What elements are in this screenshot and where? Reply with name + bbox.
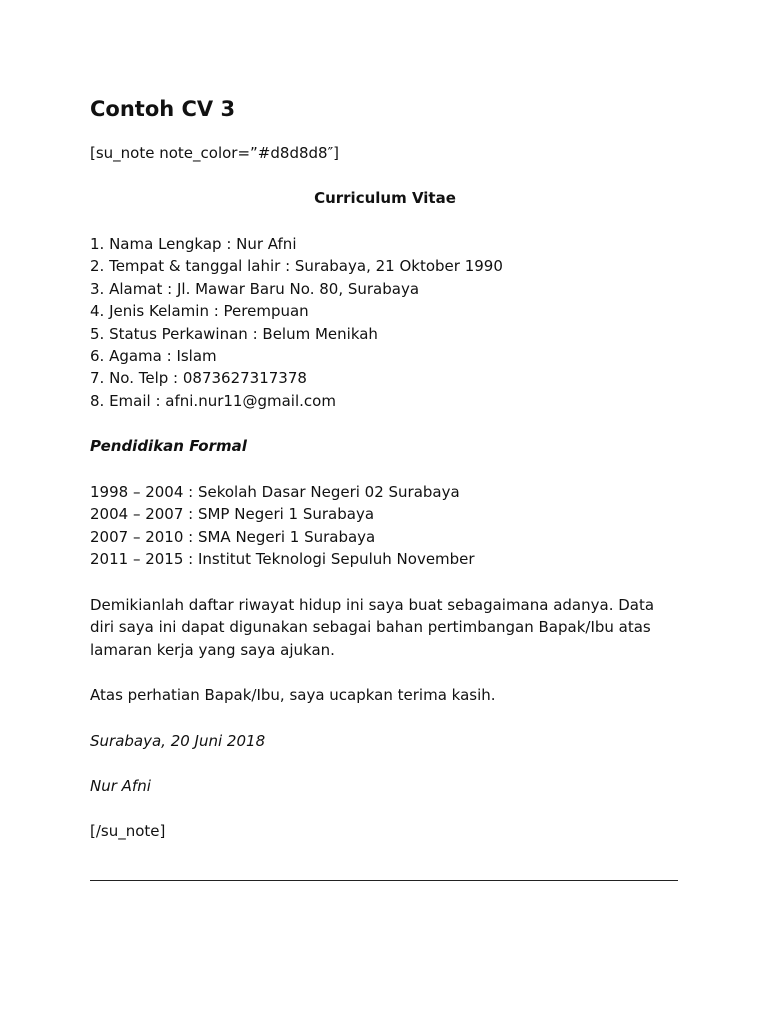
personal-data-item: 1. Nama Lengkap : Nur Afni [90, 235, 297, 253]
page-heading: Contoh CV 3 [90, 97, 236, 121]
closing-paragraph: Demikianlah daftar riwayat hidup ini saya buat sebagaimana adanya. Data diri saya ini dapat digunakan sebagai bahan pertimbangan Bapak/Ibu atas lamaran kerja yang saya ajukan. [90, 596, 655, 659]
education-item: 2004 – 2007 : SMP Negeri 1 Surabaya [90, 505, 375, 524]
education-section-title: Pendidikan Formal [90, 437, 247, 455]
signature-name: Nur Afni [90, 777, 151, 795]
place-date: Surabaya, 20 Juni 2018 [90, 732, 266, 750]
personal-data-item: 2. Tempat & tanggal lahir : Surabaya, 21 Oktober 1990 [90, 257, 503, 276]
thanks-line: Atas perhatian Bapak/Ibu, saya ucapkan terima kasih. [90, 686, 496, 704]
shortcode-close: [/su_note] [90, 822, 166, 840]
personal-data-item: 4. Jenis Kelamin : Perempuan [90, 302, 309, 321]
personal-data-item: 3. Alamat : Jl. Mawar Baru No. 80, Surabaya [90, 279, 420, 298]
personal-data-item: 8. Email : afni.nur11@gmail.com [90, 391, 336, 410]
education-item: 2007 – 2010 : SMA Negeri 1 Surabaya [90, 527, 376, 546]
horizontal-rule [90, 880, 678, 881]
education-list [90, 481, 475, 571]
personal-data-item: 5. Status Perkawinan : Belum Menikah [90, 324, 378, 343]
education-item: 2011 – 2015 : Institut Teknologi Sepuluh November [90, 550, 475, 569]
education-item: 1998 – 2004 : Sekolah Dasar Negeri 02 Surabaya [90, 483, 460, 501]
cv-title: Curriculum Vitae [314, 189, 456, 207]
personal-data-item: 7. No. Telp : 0873627317378 [90, 369, 307, 388]
shortcode-open: [su_note note_color=”#d8d8d8″] [90, 144, 340, 162]
personal-data-list [90, 233, 503, 412]
personal-data-item: 6. Agama : Islam [90, 346, 217, 365]
